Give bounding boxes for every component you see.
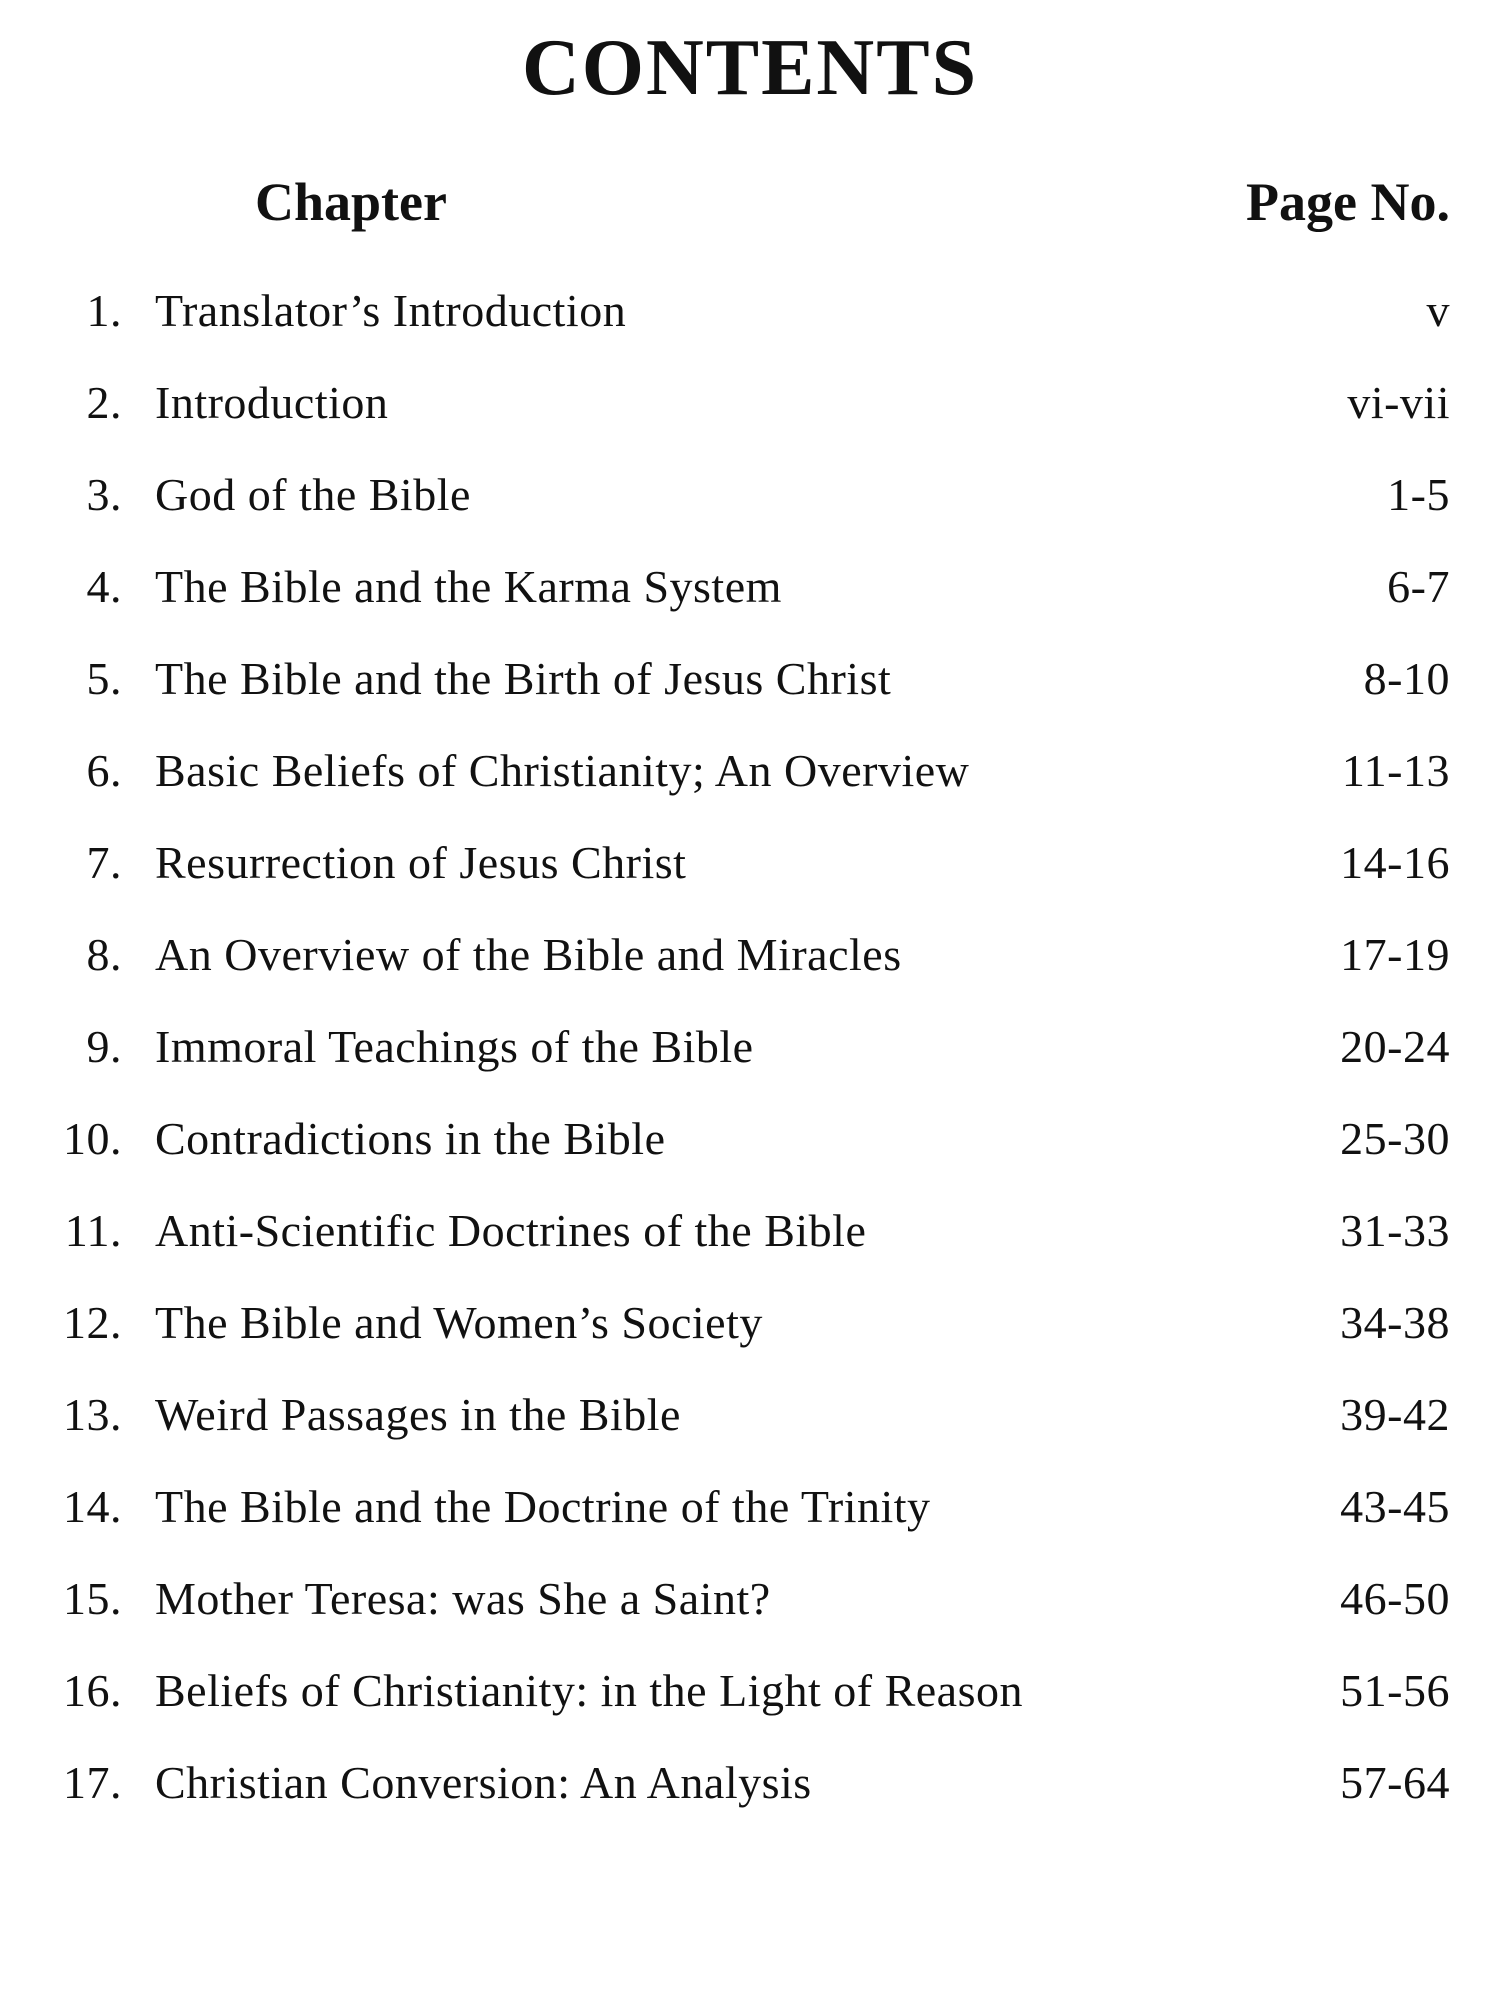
entry-title: The Bible and the Birth of Jesus Christ bbox=[155, 653, 892, 704]
entry-number: 11. bbox=[64, 1205, 122, 1256]
table-of-contents bbox=[0, 285, 1500, 1852]
entry-pages: 14-16 bbox=[1340, 837, 1450, 888]
entry-pages: vi-vii bbox=[1347, 377, 1450, 428]
entry-number: 6. bbox=[86, 745, 122, 796]
entry-number: 2. bbox=[86, 377, 122, 428]
toc-entry[interactable] bbox=[0, 469, 1500, 564]
toc-entry[interactable] bbox=[0, 1205, 1500, 1300]
entry-number: 13. bbox=[63, 1389, 122, 1440]
chapter-column-header: Chapter bbox=[255, 172, 447, 232]
entry-pages: 34-38 bbox=[1340, 1297, 1450, 1348]
toc-entry[interactable] bbox=[0, 377, 1500, 472]
entry-number: 3. bbox=[86, 469, 122, 520]
entry-pages: 46-50 bbox=[1340, 1573, 1450, 1624]
toc-entry[interactable] bbox=[0, 745, 1500, 840]
entry-pages: v bbox=[1426, 285, 1450, 336]
entry-pages: 6-7 bbox=[1387, 561, 1450, 612]
page-title: CONTENTS bbox=[521, 24, 979, 112]
entry-pages: 31-33 bbox=[1340, 1205, 1450, 1256]
toc-entry[interactable] bbox=[0, 1481, 1500, 1576]
entry-pages: 17-19 bbox=[1340, 929, 1450, 980]
entry-pages: 8-10 bbox=[1363, 653, 1450, 704]
entry-title: Introduction bbox=[155, 377, 389, 428]
entry-pages: 11-13 bbox=[1341, 745, 1450, 796]
entry-number: 7. bbox=[86, 837, 122, 888]
toc-entry[interactable] bbox=[0, 929, 1500, 1024]
toc-entry[interactable] bbox=[0, 1113, 1500, 1208]
toc-entry[interactable] bbox=[0, 653, 1500, 748]
entry-title: God of the Bible bbox=[155, 469, 471, 520]
entry-number: 14. bbox=[63, 1481, 122, 1532]
toc-entry[interactable] bbox=[0, 1021, 1500, 1116]
entry-number: 17. bbox=[63, 1757, 122, 1808]
entry-number: 15. bbox=[63, 1573, 122, 1624]
entry-title: Translator’s Introduction bbox=[155, 285, 627, 336]
entry-number: 16. bbox=[63, 1665, 122, 1716]
entry-pages: 57-64 bbox=[1340, 1757, 1450, 1808]
page-no-column-header: Page No. bbox=[1246, 172, 1450, 232]
entry-number: 10. bbox=[63, 1113, 122, 1164]
entry-title: Beliefs of Christianity: in the Light of Reason bbox=[155, 1665, 1023, 1716]
toc-entry[interactable] bbox=[0, 837, 1500, 932]
entry-title: An Overview of the Bible and Miracles bbox=[155, 929, 902, 980]
toc-entry[interactable] bbox=[0, 1757, 1500, 1852]
entry-pages: 1-5 bbox=[1387, 469, 1450, 520]
entry-title: Weird Passages in the Bible bbox=[155, 1389, 681, 1440]
toc-entry[interactable] bbox=[0, 1573, 1500, 1668]
entry-number: 12. bbox=[63, 1297, 122, 1348]
toc-entry[interactable] bbox=[0, 1665, 1500, 1760]
entry-pages: 43-45 bbox=[1340, 1481, 1450, 1532]
entry-title: Basic Beliefs of Christianity; An Overview bbox=[155, 745, 970, 796]
entry-title: The Bible and the Karma System bbox=[155, 561, 782, 612]
entry-pages: 39-42 bbox=[1340, 1389, 1450, 1440]
entry-title: Christian Conversion: An Analysis bbox=[155, 1757, 812, 1808]
entry-title: The Bible and the Doctrine of the Trinity bbox=[155, 1481, 931, 1532]
entry-number: 9. bbox=[86, 1021, 122, 1072]
entry-title: Anti-Scientific Doctrines of the Bible bbox=[155, 1205, 867, 1256]
toc-entry[interactable] bbox=[0, 285, 1500, 380]
entry-number: 4. bbox=[86, 561, 122, 612]
entry-pages: 25-30 bbox=[1340, 1113, 1450, 1164]
entry-number: 8. bbox=[86, 929, 122, 980]
entry-number: 5. bbox=[86, 653, 122, 704]
entry-number: 1. bbox=[86, 285, 122, 336]
entry-title: Contradictions in the Bible bbox=[155, 1113, 666, 1164]
entry-pages: 20-24 bbox=[1340, 1021, 1450, 1072]
toc-entry[interactable] bbox=[0, 561, 1500, 656]
entry-title: Immoral Teachings of the Bible bbox=[155, 1021, 754, 1072]
toc-entry[interactable] bbox=[0, 1389, 1500, 1484]
toc-entry[interactable] bbox=[0, 1297, 1500, 1392]
entry-title: Mother Teresa: was She a Saint? bbox=[155, 1573, 771, 1624]
entry-pages: 51-56 bbox=[1340, 1665, 1450, 1716]
entry-title: The Bible and Women’s Society bbox=[155, 1297, 763, 1348]
entry-title: Resurrection of Jesus Christ bbox=[155, 837, 687, 888]
